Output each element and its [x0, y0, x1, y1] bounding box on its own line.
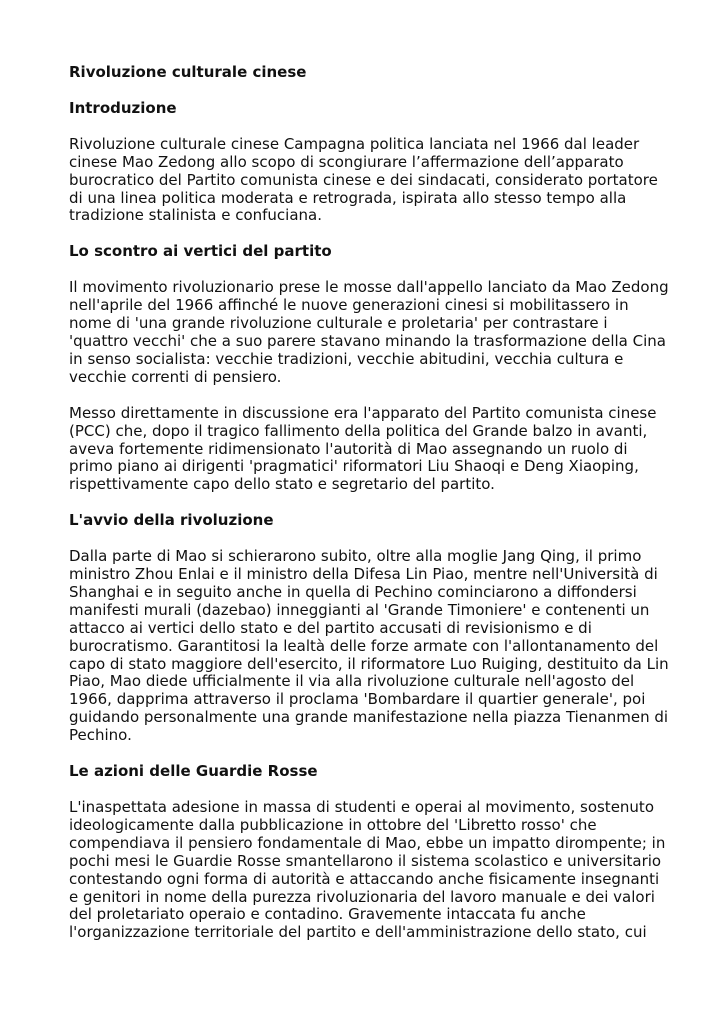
paragraph: L'inaspettata adesione in massa di studenti e operai al movimento, sostenuto ideologicamente dalla pubblicazione in ottobre del 'Libretto rosso' che compendiava il pensiero fondamentale di Mao, ebbe un impatto dirompente; in pochi mesi le Guardie Rosse smantellarono il sistema scolastico e universitario contestando ogni forma di autorità e attaccando anche fisicamente insegnanti e genitori in nome della purezza rivoluzionaria del lavoro manuale e dei valori del proletariato operaio e contadino. Gravemente intaccata fu anche l'organizzazione territoriale del partito e dell'amministrazione dello stato, cui	[69, 798, 666, 942]
section-heading-avvio: L'avvio della rivoluzione	[69, 511, 274, 530]
document-page	[69, 64, 669, 942]
paragraph: Dalla parte di Mao si schierarono subito, oltre alla moglie Jang Qing, il primo ministro Zhou Enlai e il ministro della Difesa Lin Piao, mentre nell'Università di Shanghai e in seguito anche in quella di Pechino cominciarono a diffondersi manifesti murali (dazebao) inneggianti al 'Grande Timoniere' e contenenti un attacco ai vertici dello stato e del partito accusati di revisionismo e di burocratismo. Garantitosi la lealtà delle forze armate con l'allontanamento del capo di stato maggiore dell'esercito, il riformatore Luo Ruiging, destituito da Lin Piao, Mao diede ufficialmente il via alla rivoluzione culturale nell'agosto del 1966, dapprima attraverso il proclama 'Bombardare il quartier generale', poi guidando personalmente una grande manifestazione nella piazza Tienanmen di Pechino.	[69, 547, 669, 745]
document-title: Rivoluzione culturale cinese	[69, 63, 307, 81]
section-heading-guardie-rosse: Le azioni delle Guardie Rosse	[69, 762, 318, 781]
paragraph: Rivoluzione culturale cinese Campagna politica lanciata nel 1966 dal leader cinese Mao Zedong allo scopo di scongiurare l’affermazione dell’apparato burocratico del Partito comunista cinese e dei sindacati, considerato portatore di una linea politica moderata e retrograda, ispirata allo stesso tempo alla tradizione stalinista e confuciana.	[69, 134, 658, 225]
paragraph: Il movimento rivoluzionario prese le mosse dall'appello lanciato da Mao Zedong nell'aprile del 1966 affinché le nuove generazioni cinesi si mobilitassero in nome di 'una grande rivoluzione culturale e proletaria' per contrastare i 'quattro vecchi' che a suo parere stavano minando la trasformazione della Cina in senso socialista: vecchie tradizioni, vecchie abitudini, vecchia cultura e vecchie correnti di pensiero.	[69, 278, 669, 386]
section-heading-introduzione: Introduzione	[69, 98, 177, 117]
paragraph: Messo direttamente in discussione era l'apparato del Partito comunista cinese (PCC) che, dopo il tragico fallimento della politica del Grande balzo in avanti, aveva fortemente ridimensionato l'autorità di Mao assegnando un ruolo di primo piano ai dirigenti 'pragmatici' riformatori Liu Shaoqi e Deng Xiaoping, rispettivamente capo dello stato e segretario del partito.	[69, 403, 657, 494]
section-heading-scontro: Lo scontro ai vertici del partito	[69, 242, 332, 261]
